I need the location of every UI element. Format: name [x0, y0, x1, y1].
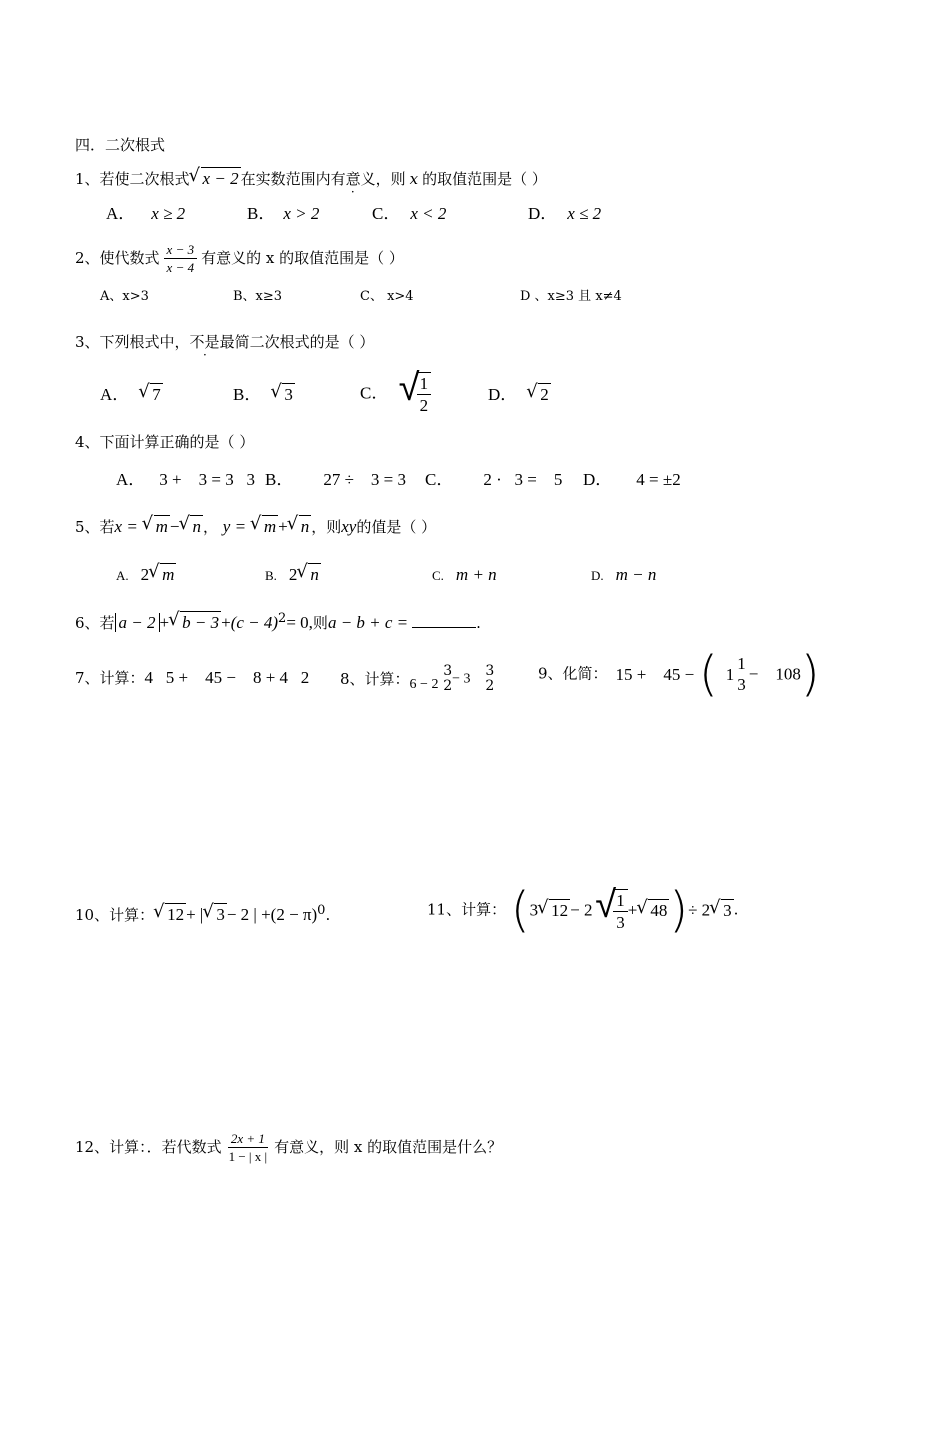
q5-plus: + [278, 517, 288, 536]
q6-plus-1: + [159, 613, 170, 632]
q3-suffix: 最简二次根式的是（ ） [219, 333, 375, 351]
q5-sqrt-n-2-radicand: n [300, 517, 310, 536]
q1-option-d-expr: x ≤ 2 [567, 204, 602, 223]
question-4: 4、下面计算正确的是（ ） [75, 433, 255, 451]
question-2 [75, 243, 404, 274]
q10-end: . [325, 906, 331, 924]
q8-lead: 6 − 2 [409, 677, 439, 693]
q11-radical-4 [710, 902, 734, 919]
q9-right-paren: ) [800, 646, 820, 702]
q11-div: ÷ 2 [688, 900, 711, 920]
q5-mid: ，则 [311, 518, 342, 536]
q11-plus: + [627, 900, 638, 920]
q11-end: . [733, 900, 739, 919]
q4-option-c-expr: 2 · 3 = 5 [483, 470, 563, 489]
q1-option-c-expr: x < 2 [410, 204, 447, 223]
q10-exp: 0 [317, 903, 326, 918]
q10-radical-2 [203, 906, 227, 923]
q5-sep: ， [202, 518, 218, 536]
q4-option-c [425, 471, 562, 488]
q6-end: . [476, 614, 481, 632]
q6-abs-value: a − 2 [118, 613, 156, 632]
q11-label: 11、计算： [427, 900, 507, 919]
question-1 [75, 170, 547, 187]
q5-option-a-radical [149, 566, 176, 583]
question-7 [75, 669, 309, 686]
q1-radicand: x − 2 [202, 169, 239, 188]
q1-option-b [247, 205, 319, 222]
q3-option-a-label: A． [100, 385, 130, 404]
q8-mid: − 3 [452, 671, 471, 687]
q5-y-eq: y = [222, 517, 247, 536]
q1-prefix: 1、若使二次根式 [75, 170, 190, 188]
q5-sqrt-m-1-radicand: m [155, 517, 168, 536]
q4-option-d [583, 471, 681, 488]
q3-option-a [100, 386, 163, 403]
q5-option-a-coef: 2 [140, 565, 150, 584]
q4-option-b-label: B． [265, 470, 294, 489]
q1-suffix: 的取值范围是（ ） [422, 170, 547, 188]
q8-label: 8、计算： [340, 669, 410, 688]
q4-option-b-expr: 27 ÷ 3 = 3 [323, 470, 407, 489]
q3-option-a-radical [139, 386, 163, 403]
q5-option-c-label: C. [432, 568, 444, 583]
q5-sqrt-m-1 [143, 518, 170, 535]
q3-dotted-text: 不是 [189, 333, 220, 351]
q1-option-c [372, 205, 446, 222]
question-5 [75, 518, 436, 535]
q5-option-d-label: D. [591, 568, 604, 583]
q4-option-a-label: A． [116, 470, 146, 489]
q5-xy: xy [341, 517, 357, 536]
q9-whole: 1 [725, 664, 735, 684]
q3-option-c-radical: √ $\frac{1}{2}$ [399, 372, 432, 414]
q3-option-c-num: 1 [417, 375, 432, 395]
q12-prefix: 12、计算：．若代数式 [75, 1138, 222, 1156]
q3-option-d [488, 386, 551, 403]
q5-sqrt-m-2-radicand: m [263, 517, 277, 536]
q11-minus: − 2 [570, 900, 593, 920]
q5-option-b-radicand: n [310, 565, 319, 584]
question-11 [427, 882, 739, 938]
q5-option-b-coef: 2 [288, 565, 298, 584]
q3-option-b-radicand: 3 [284, 385, 293, 404]
q5-sqrt-m-2 [251, 518, 278, 535]
q4-option-b [265, 471, 406, 488]
q11-left-paren: ( [510, 882, 530, 938]
q9-frac-num: 1 [737, 654, 746, 673]
q8-frac-2 [485, 664, 494, 695]
q6-eq: = 0, [286, 613, 313, 632]
q9-lead: 15 + 45 − [615, 664, 695, 684]
q6-radical [169, 614, 221, 631]
section-title: 四．二次根式 [75, 136, 166, 154]
q11-radical-1 [538, 902, 570, 919]
q7-expr: 4 5 + 45 − 8 + 4 2 [144, 668, 310, 687]
q10-radical-1 [154, 906, 186, 923]
q11-radical-frac: √ $\frac{1}{3}$ [597, 889, 628, 931]
q10-radicand-2: 3 [216, 905, 225, 924]
q3-option-a-radicand: 7 [152, 385, 161, 404]
question-10 [75, 904, 330, 923]
q1-option-b-label: B． [247, 204, 276, 223]
q6-paren: (c − 4) [230, 613, 279, 632]
q10-plus: + | [186, 905, 204, 924]
q3-prefix: 3、下列根式中， [75, 333, 190, 351]
q5-sqrt-n-1-radicand: n [192, 517, 201, 536]
q1-option-a-expr: x ≥ 2 [151, 204, 186, 223]
q12-frac-num: 2x + 1 [228, 1132, 268, 1148]
q5-sqrt-n-2 [288, 518, 312, 535]
q11-radical-3 [637, 902, 669, 919]
q9-frac [734, 655, 749, 693]
q9-label: 9、化简： [538, 664, 608, 683]
q5-sqrt-n-1 [179, 518, 203, 535]
q6-plus-2: + [221, 613, 231, 632]
q9-frac-den: 3 [737, 675, 746, 694]
q11-coef-1: 3 [529, 900, 539, 920]
q12-frac-den: 1 − | x | [228, 1149, 268, 1164]
q11-radicand-1: 12 [551, 900, 569, 920]
q2-fraction [164, 243, 198, 274]
q5-option-b-label: B. [265, 568, 277, 583]
q2-option-b: B、x≥3 [233, 289, 283, 304]
q5-x-eq: x = [114, 517, 138, 536]
q5-option-a-radicand: m [162, 565, 175, 584]
question-8 [340, 664, 494, 695]
q10-label: 10、计算： [75, 906, 155, 924]
q10-tail: − 2 | +(2 − π) [226, 905, 318, 924]
q5-prefix: 5、若 [75, 518, 115, 536]
question-12 [75, 1132, 502, 1163]
q4-option-d-label: D． [583, 470, 613, 489]
q4-option-a-expr: 3 + 3 = 3 3 [159, 470, 255, 489]
q1-dotted-text: 有意义 [330, 170, 376, 188]
q2-suffix: 有意义的 x 的取值范围是（ ） [201, 249, 404, 267]
q5-minus: − [169, 517, 180, 536]
q6-radicand: b − 3 [182, 613, 220, 632]
q4-option-d-expr: 4 = ±2 [636, 470, 681, 489]
q2-option-d: D 、x≥3 且 x≠4 [520, 289, 622, 304]
q3-option-c [360, 365, 431, 415]
q11-radicand-3: 48 [650, 900, 668, 920]
q2-option-c: C、 x>4 [360, 289, 414, 304]
q3-option-b-radical [271, 386, 295, 403]
q5-suffix: 的值是（ ） [356, 518, 437, 536]
q12-fraction [226, 1132, 271, 1163]
q8-frac-1-num: 3 [443, 663, 453, 679]
q7-label: 7、计算： [75, 669, 145, 687]
q1-radical [190, 170, 241, 187]
q5-option-c-expr: m + n [455, 565, 497, 584]
q8-frac-2-den: 2 [485, 678, 495, 695]
q1-option-c-label: C． [372, 204, 401, 223]
q5-option-a [116, 566, 176, 583]
q4-option-a [116, 471, 255, 488]
q3-option-b [233, 386, 295, 403]
q11-frac-num: 1 [613, 892, 628, 912]
q11-radicand-4: 3 [723, 900, 732, 920]
q3-option-d-label: D． [488, 385, 518, 404]
q9-left-paren: ( [699, 646, 718, 702]
q6-abs [115, 613, 160, 632]
q6-prefix: 6、若 [75, 614, 115, 632]
q2-frac-den: x − 4 [166, 260, 195, 275]
q11-frac-den: 3 [616, 913, 625, 932]
q1-option-d-label: D． [528, 204, 558, 223]
q6-exp: 2 [278, 611, 287, 626]
q6-answer-blank[interactable] [412, 627, 476, 628]
q6-expr: a − b + c = [327, 613, 409, 632]
q5-option-b-radical [297, 566, 321, 583]
q2-option-a: A、x>3 [100, 289, 149, 304]
q5-option-c [432, 566, 497, 583]
q4-option-c-label: C． [425, 470, 454, 489]
question-6 [75, 612, 481, 631]
q1-option-a-label: A． [106, 204, 136, 223]
q12-suffix: 有意义，则 x 的取值范围是什么？ [274, 1138, 503, 1156]
q6-mid: 则 [312, 614, 328, 632]
q1-mid1: 在实数范围内 [240, 170, 331, 188]
q3-option-c-label: C． [360, 383, 389, 403]
q9-tail: − 108 [748, 664, 801, 684]
q1-option-a [106, 205, 185, 222]
q1-option-b-expr: x > 2 [283, 204, 320, 223]
q5-option-d [591, 566, 656, 583]
q3-option-d-radicand: 2 [540, 385, 549, 404]
q8-frac-1-den: 2 [443, 678, 453, 695]
q2-prefix: 2、使代数式 [75, 249, 160, 267]
q1-mid2: ，则 [375, 170, 406, 188]
question-3 [75, 335, 374, 350]
q2-frac-num: x − 3 [164, 243, 198, 259]
q1-var: x [409, 170, 419, 188]
q5-option-d-expr: m − n [615, 565, 657, 584]
q1-option-d [528, 205, 601, 222]
q8-frac-1 [443, 664, 452, 695]
q3-option-d-radical [527, 386, 551, 403]
q5-option-a-label: A. [116, 568, 129, 583]
q8-frac-2-num: 3 [485, 663, 495, 679]
q5-option-b [265, 566, 321, 583]
question-9 [538, 646, 820, 702]
q3-option-c-den: 2 [419, 396, 429, 415]
q10-radicand-1: 12 [167, 905, 185, 924]
q3-option-b-label: B． [233, 385, 262, 404]
q11-right-paren: ) [669, 882, 689, 938]
